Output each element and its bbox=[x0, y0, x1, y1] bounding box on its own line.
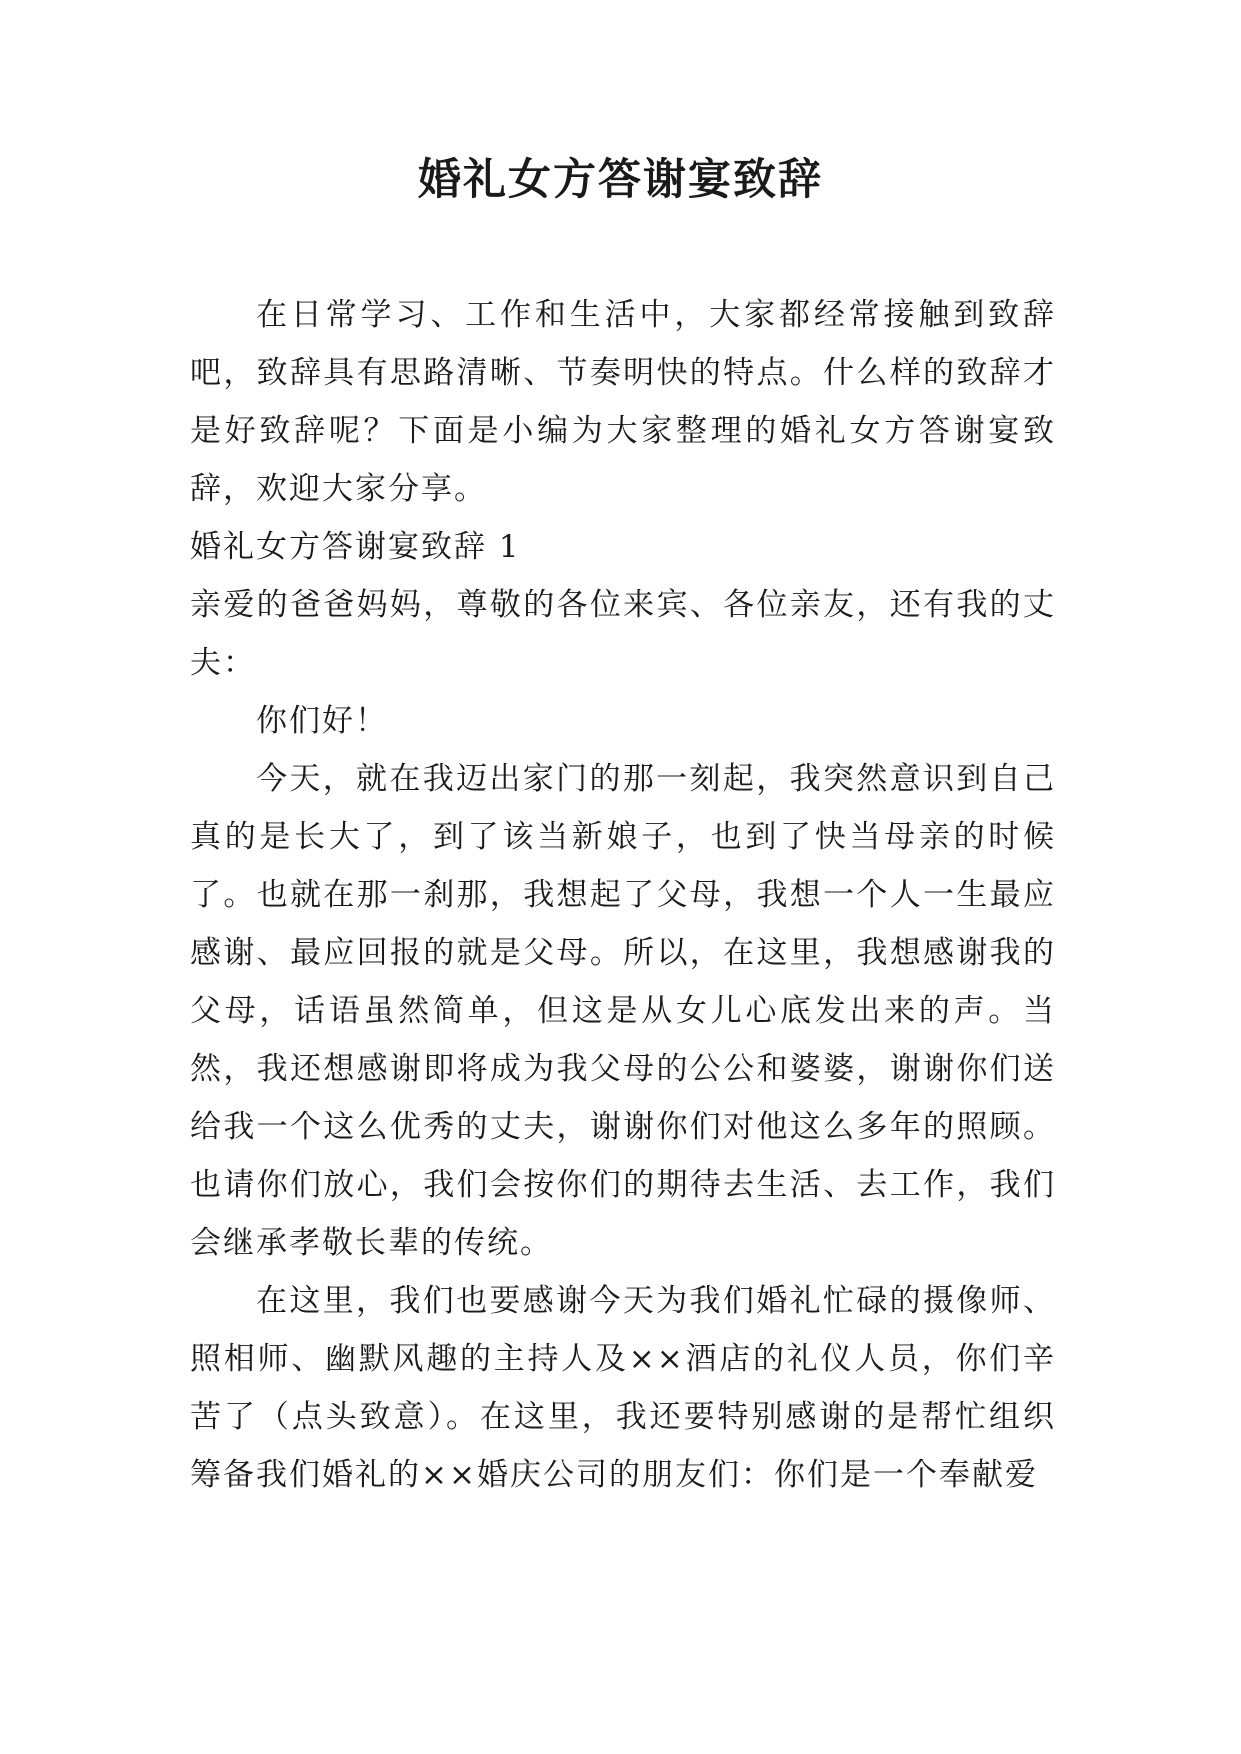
body-paragraph: 今天，就在我迈出家门的那一刻起，我突然意识到自己真的是长大了，到了该当新娘子，也到了快当母亲的时候了。也就在那一刹那，我想起了父母，我想一个人一生最应感谢、最应回报的就是父母。所以，在这里，我想感谢我的父母，话语虽然简单，但这是从女儿心底发出来的声。当然，我还想感谢即将成为我父母的公公和婆婆，谢谢你们送给我一个这么优秀的丈夫，谢谢你们对他这么多年的照顾。也请你们放心，我们会按你们的期待去生活、去工作，我们会继承孝敬长辈的传统。 bbox=[190, 761, 1056, 1261]
section-heading: 婚礼女方答谢宴致辞 1 bbox=[190, 529, 521, 565]
document-title: 婚礼女方答谢宴致辞 bbox=[418, 155, 823, 205]
body-paragraph: 在这里，我们也要感谢今天为我们婚礼忙碌的摄像师、照相师、幽默风趣的主持人及××酒店的礼仪人员，你们辛苦了（点头致意）。在这里，我还要特别感谢的是帮忙组织筹备我们婚礼的××婚庆公司的朋友们：你们是一个奉献爱 bbox=[190, 1283, 1056, 1493]
intro-paragraph: 在日常学习、工作和生活中，大家都经常接触到致辞吧，致辞具有思路清晰、节奏明快的特点。什么样的致辞才是好致辞呢？下面是小编为大家整理的婚礼女方答谢宴致辞，欢迎大家分享。 bbox=[190, 297, 1056, 507]
document-body bbox=[190, 286, 1056, 1504]
salutation-paragraph: 亲爱的爸爸妈妈，尊敬的各位来宾、各位亲友，还有我的丈夫： bbox=[190, 587, 1056, 681]
greeting-paragraph: 你们好！ bbox=[256, 703, 388, 739]
